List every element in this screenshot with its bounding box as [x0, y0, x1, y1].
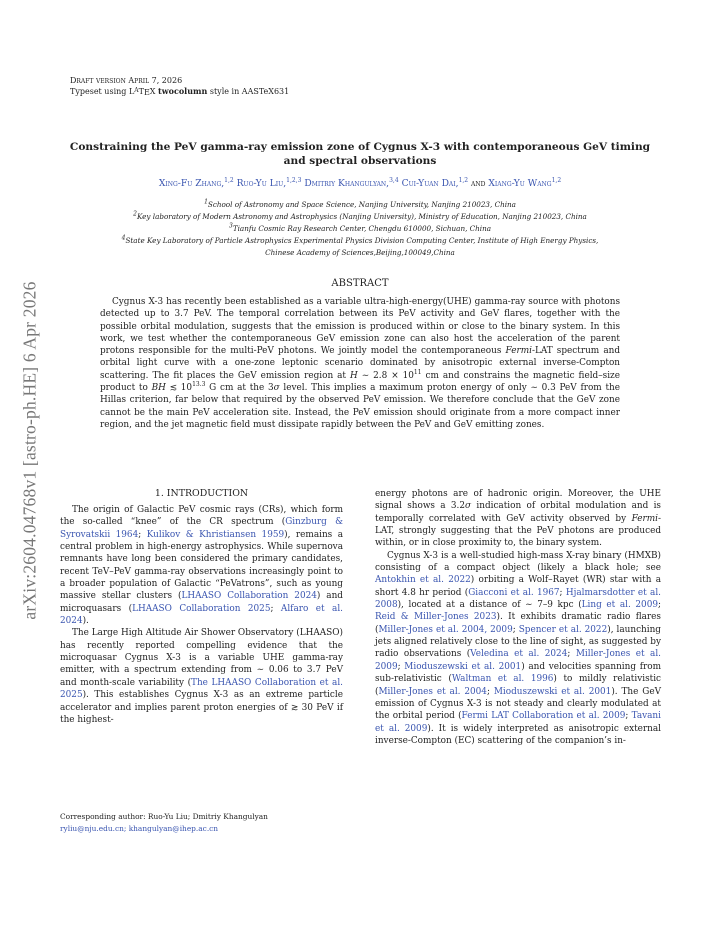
corresponding-author-note — [60, 811, 343, 835]
draft-version-line: Draft version April 7, 2026 — [70, 76, 183, 85]
left-column — [60, 504, 343, 726]
affiliation-list — [60, 199, 660, 259]
affiliation-1: $^1$School of Astronomy and Space Science, Nanjing University, Nanjing 210023, China — [204, 198, 516, 209]
abstract-heading: ABSTRACT — [331, 278, 389, 289]
paragraph: energy photons are of hadronic origin. Moreover, the UHE signal shows a 3.2σ indication of orbital modulation and is temporally correlated with GeV activity observed by Fermi-LAT, strongly suggesting that the PeV photons are produced within, or in close proximity to, the binary system. — [375, 489, 661, 549]
affiliation-3: $^3$Tianfu Cosmic Ray Research Center, Chengdu 610000, Sichuan, China — [228, 222, 492, 233]
author-list[interactable]: Xing-Fu Zhang,$^{1,2}$ Ruo-Yu Liu,$^{1,2,3}$ Dmitriy Khangulyan,$^{3,4}$ Cui-Yuan Dai,$^{1,2}$ and Xiang-Yu Wang$^{1,2}$ — [158, 176, 562, 189]
section-heading-introduction: 1. INTRODUCTION — [154, 488, 249, 499]
corresponding-author-emails[interactable]: ryliu@nju.edu.cn; khangulyan@ihep.ac.cn — [60, 824, 219, 833]
paragraph: Cygnus X-3 is a well-studied high-mass X-ray binary (HMXB) consisting of a compact object (likely a black hole; see Antokhin et al. 2022) orbiting a Wolf–Rayet (WR) star with a short 4.8 hr period (Giacconi et al. 1967; Hjalmarsdotter et al. 2008), located at a distance of ∼ 7–9 kpc (Ling et al. 2009; Reid & Miller-Jones 2023). It exhibits dramatic radio flares (Miller-Jones et al. 2004, 2009; Spencer et al. 2022), launching jets aligned relatively close to the line of sight, as suggested by radio observations (Veledina et al. 2024; Miller-Jones et al. 2009; Mioduszewski et al. 2001) and velocities spanning from sub-relativistic (Waltman et al. 1996) to mildly relativistic (Miller-Jones et al. 2004; Mioduszewski et al. 2001). The GeV emission of Cygnus X-3 is not steady and clearly modulated at the orbital period (Fermi LAT Collaboration et al. 2009; Tavani et al. 2009). It is widely interpreted as anisotropic external inverse-Compton (EC) scattering of the companion’s in- — [375, 550, 662, 746]
right-column — [375, 488, 661, 747]
arxiv-stamp-text: arXiv:2604.04768v1 [astro-ph.HE] 6 Apr 2026 — [19, 280, 40, 620]
paragraph: The origin of Galactic PeV cosmic rays (CRs), which form the so-called “knee” of the CR spectrum (Ginzburg & Syrovatskii 1964; Kulikov & Khristiansen 1959), remains a central problem in high-energy astrophysics. While supernova remnants have long been considered the primary candidates, recent TeV–PeV gamma-ray observations increasingly point to a broader population of Galactic “PeVatrons”, such as young massive stellar clusters (LHAASO Collaboration 2024) and microquasars (LHAASO Collaboration 2025; Alfaro et al. 2024). — [60, 505, 343, 627]
affiliation-2: $^2$Key laboratory of Modern Astronomy and Astrophysics (Nanjing University), Ministry of Education, Nanjing 210023, China — [133, 210, 587, 221]
corresponding-author-label: Corresponding author: Ruo-Yu Liu; Dmitriy Khangulyan — [60, 812, 268, 821]
arxiv-identifier-stamp — [14, 235, 46, 665]
paper-title: Constraining the PeV gamma-ray emission zone of Cygnus X-3 with contemporaneous GeV timing and spectral observations — [69, 141, 651, 167]
affiliation-4: $^4$State Key Laboratory of Particle Astrophysics Experimental Physics Division Computing Center, Institute of High Energy Physics, Chinese Academy of Sciences,Beijing,100049,China — [121, 234, 599, 257]
preprint-header — [70, 76, 289, 98]
typeset-line: Typeset using $L^ATEX$ twocolumn style in AASTeX631 — [70, 86, 290, 97]
abstract-text: Cygnus X-3 has recently been established as a variable ultra-high-energy(UHE) gamma-ray source with photons detected up to 3.7 PeV. The temporal correlation between its PeV activity and GeV flares, together with the possible orbital modulation, suggests that the emission is produced within or close to the binary system. In this work, we test whether the contemporaneous GeV emission zone can also host the acceleration of the parent protons responsible for the multi-PeV photons. We jointly model the contemporaneous Fermi-LAT spectrum and orbital light curve with a one-zone leptonic scenario dominated by anisotropic external inverse-Compton scattering. The fit places the GeV emission region at H ∼ $2.8 \times 10^{11}$ cm and constrains the magnetic field–size product to BH ≲ $10^{13.3}$ G cm at the 3σ level. This implies a maximum proton energy of only ∼ 0.3 PeV from the Hillas criterion, far below that required by the observed PeV emission. We therefore conclude that the GeV zone cannot be the main PeV acceleration site. Instead, the PeV emission should originate from a more compact inner region, and the jet magnetic field must dissipate rapidly between the PeV and GeV emitting zones. — [100, 297, 621, 430]
paragraph: The Large High Altitude Air Shower Observatory (LHAASO) has recently reported compelling evidence that the microquasar Cygnus X-3 is a variable UHE gamma-ray emitter, with a spectrum extending from ∼ 0.06 to 3.7 PeV and month-scale variability (The LHAASO Collaboration et al. 2025). This establishes Cygnus X-3 as an extreme particle accelerator and implies parent proton energies of ≳ 30 PeV if the highest- — [60, 628, 344, 725]
